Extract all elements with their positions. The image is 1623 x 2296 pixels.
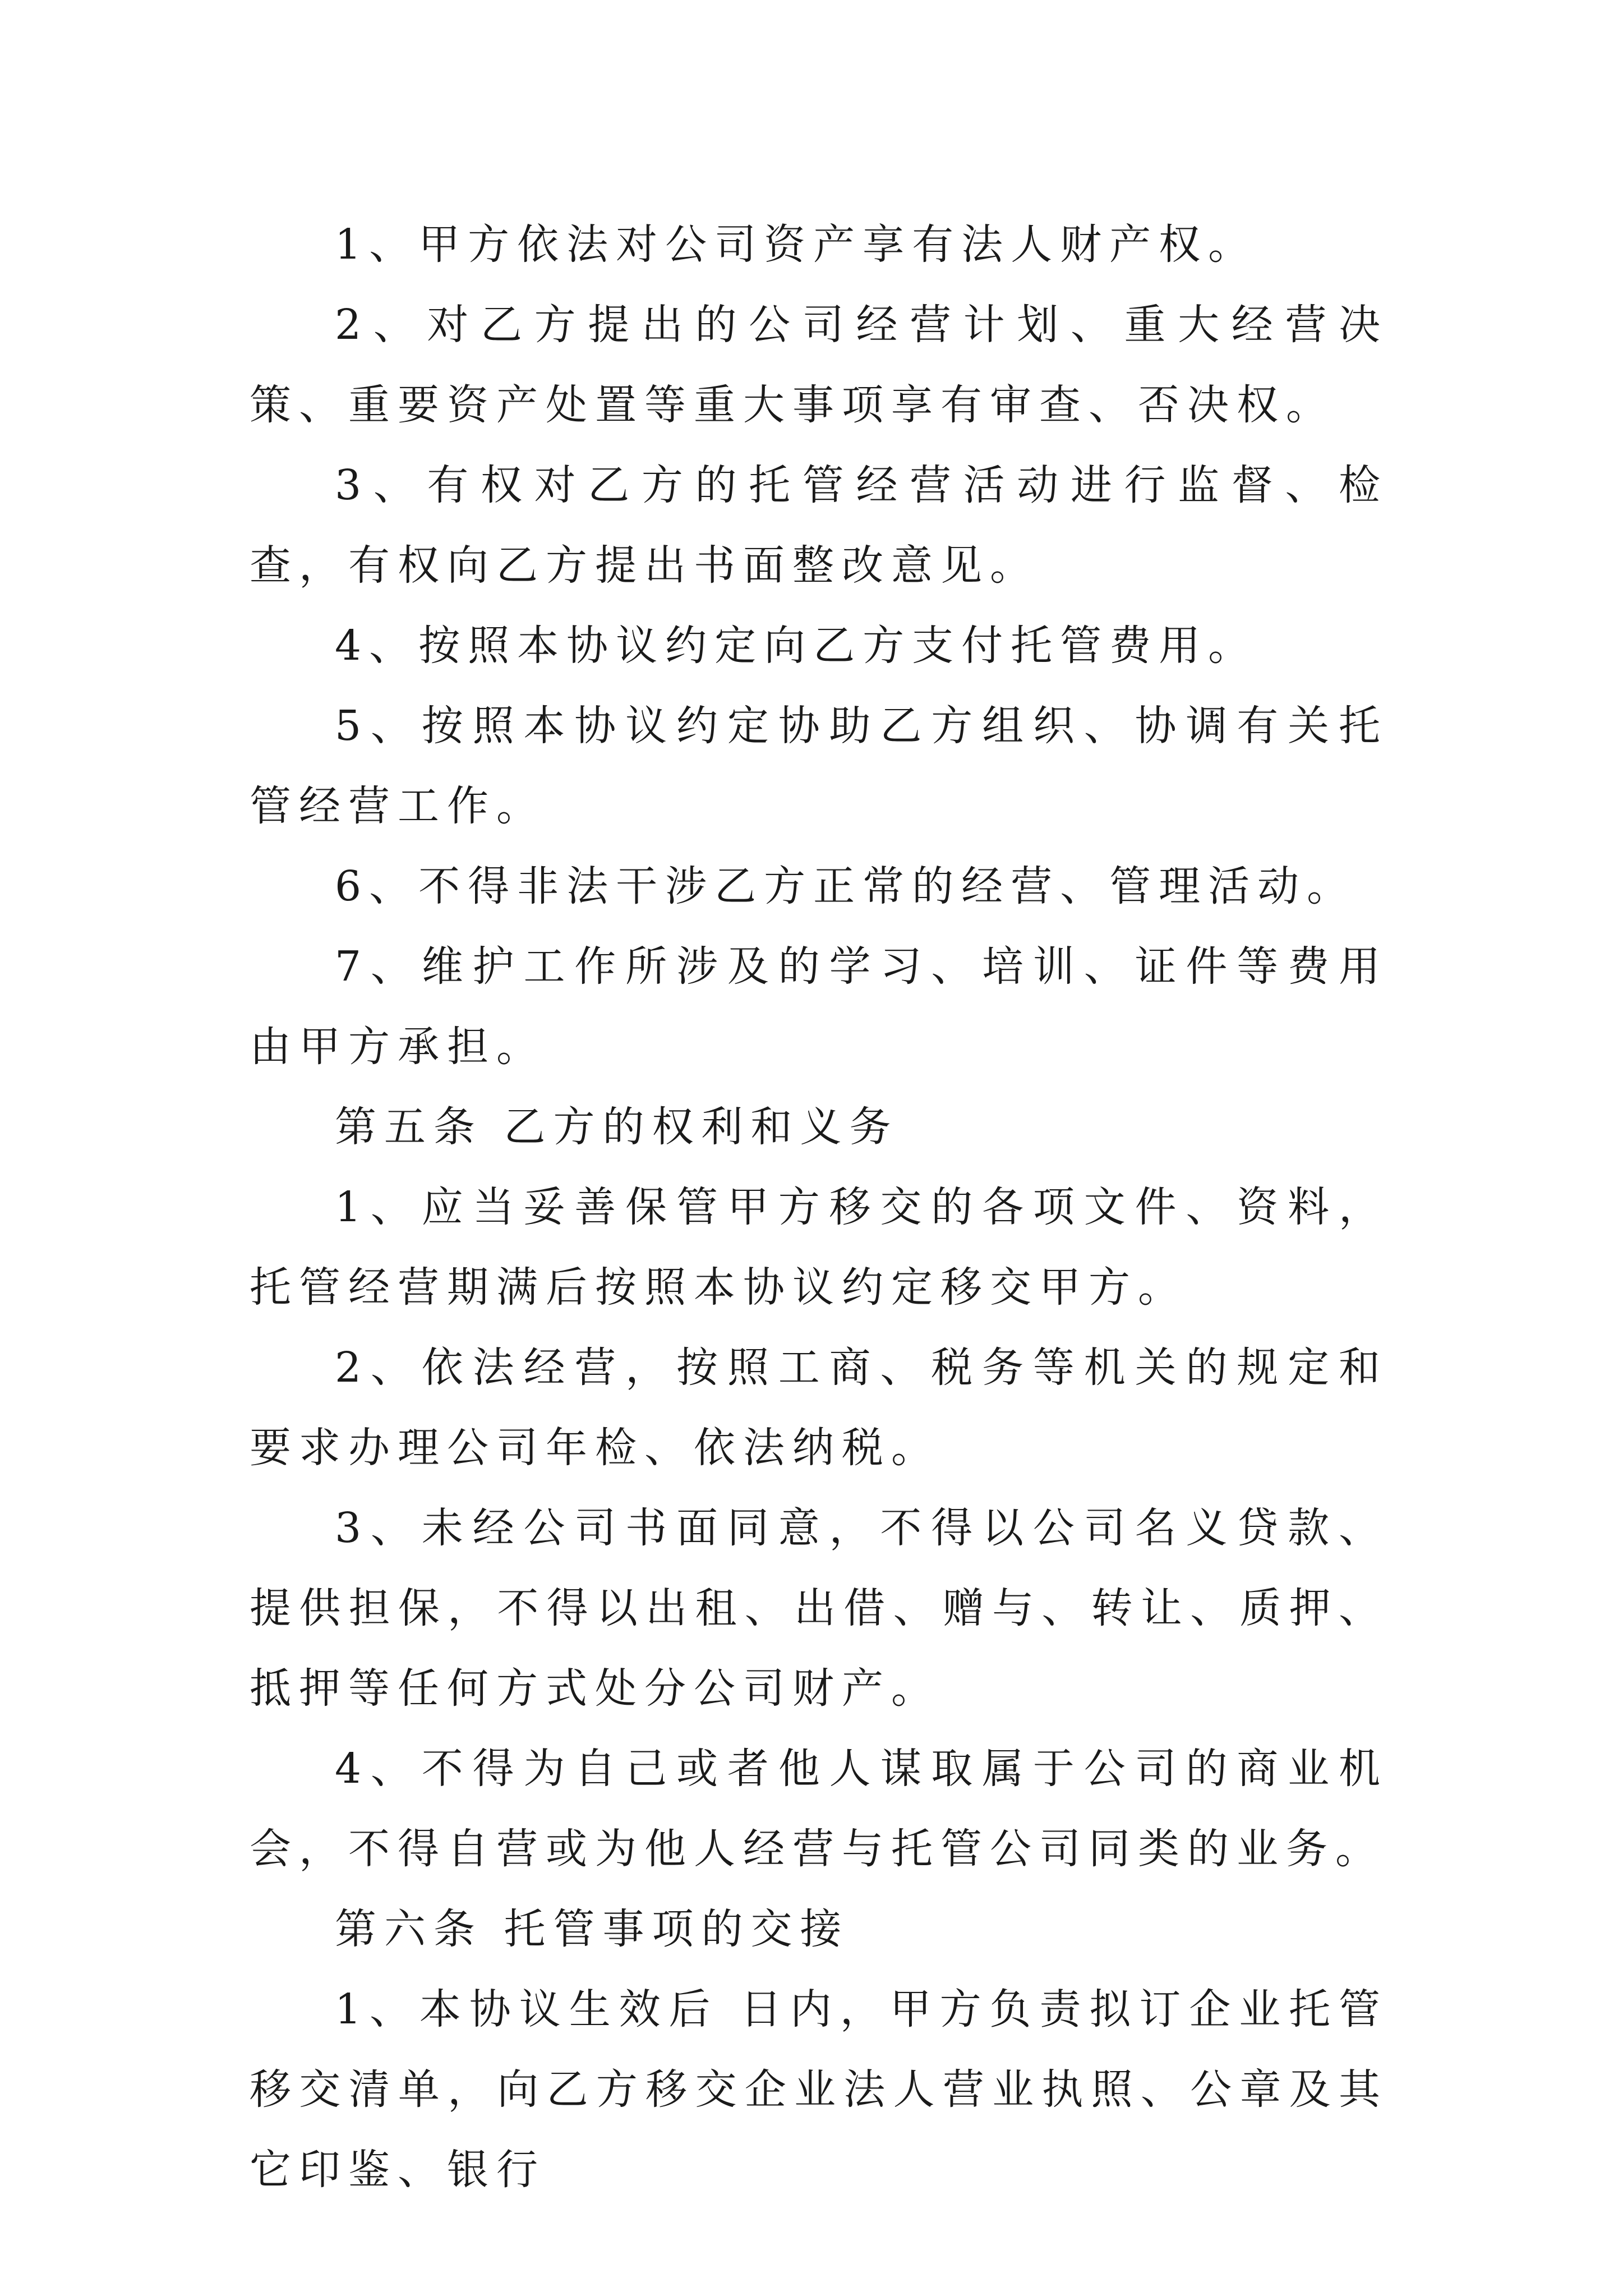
article-5-heading: 第五条 乙方的权利和义务: [335, 1103, 899, 1151]
paragraph-4: 4、按照本协议约定向乙方支付托管费用。: [335, 622, 1258, 670]
paragraph-6: 6、不得非法干涉乙方正常的经营、管理活动。: [335, 862, 1357, 910]
paragraph-3: 3、有权对乙方的托管经营活动进行监督、检查，有权向乙方提出书面整改意见。: [250, 461, 1388, 590]
article-5-item-2: 2、依法经营，按照工商、税务等机关的规定和要求办理公司年检、依法纳税。: [250, 1343, 1388, 1472]
article-5-item-1: 1、应当妥善保管甲方移交的各项文件、资料，托管经营期满后按照本协议约定移交甲方。: [250, 1183, 1388, 1312]
article-6-heading: 第六条 托管事项的交接: [335, 1905, 850, 1953]
article-6-item-1: 1、本协议生效后 日内，甲方负责拟订企业托管移交清单，向乙方移交企业法人营业执照、公章及其它印鉴、银行: [250, 1985, 1388, 2194]
article-5-item-3: 3、未经公司书面同意，不得以公司名义贷款、提供担保，不得以出租、出借、赠与、转让、质押、抵押等任何方式处分公司财产。: [250, 1504, 1388, 1713]
paragraph-7: 7、维护工作所涉及的学习、培训、证件等费用由甲方承担。: [250, 942, 1388, 1071]
paragraph-2: 2、对乙方提出的公司经营计划、重大经营决策、重要资产处置等重大事项享有审查、否决权。: [250, 301, 1388, 429]
paragraph-5: 5、按照本协议约定协助乙方组织、协调有关托管经营工作。: [250, 702, 1388, 830]
paragraph-1: 1、甲方依法对公司资产享有法人财产权。: [335, 220, 1258, 269]
article-5-item-4: 4、不得为自己或者他人谋取属于公司的商业机会，不得自营或为他人经营与托管公司同类的业务。: [250, 1745, 1388, 1873]
document-page: [250, 205, 1388, 2210]
